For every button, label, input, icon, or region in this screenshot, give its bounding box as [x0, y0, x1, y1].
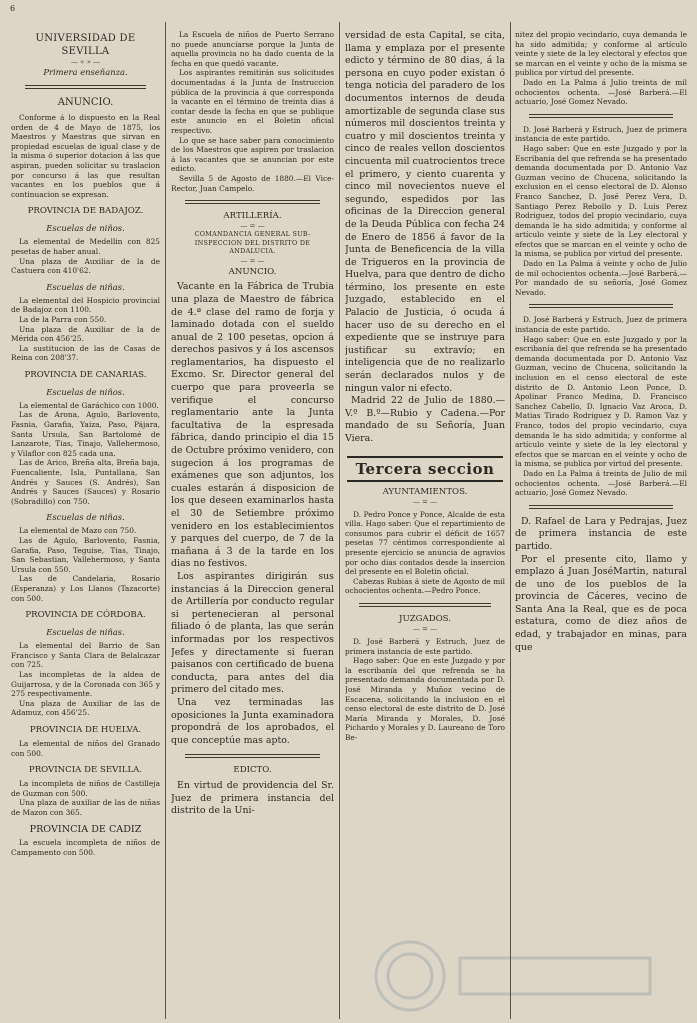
vacancy-item: La de la Parra con 550.	[19, 314, 107, 324]
ornament: — « » —	[70, 58, 101, 66]
notice-signature: Cabezas Rubias á siete de Agosto de mil ochocientos ochenta.—Pedro Ponce.	[345, 576, 505, 596]
vacancy-item: La sustitucion de las de Casas de Reina con 208'37.	[11, 343, 160, 363]
vacancy-item: La elemental del Barrio de San Francisco y Santa Clara de Belalcazar con 725.	[11, 641, 160, 670]
column-1	[11, 30, 160, 1018]
notice-signature: Dado en La Palma á treinta de Julio de mil ochocientos ochenta. —José Barberá.—El actuario, José Gomez Nevado.	[515, 468, 687, 498]
notice-paragraph: D. José Barberá y Estruch, Juez de primera instancia de este partido.	[345, 636, 505, 656]
divider	[529, 304, 673, 308]
notice-paragraph: Hago saber: Que en este Juzgado y por la Escribania del que refrenda se ha presentado demanda documentada por D. Antonio Vaz Guzman vecino de Chucena, solicitando la exclusion en el censo electoral de D. Alonso Franco Sanchez, D. José Perez Vera, D. Santiago Perez Rebollo y D. Luis Perez Rodriguez, todos del propio vecindario, cuya demanda le ha sido admitida; y conforme al artículo veinte y siete de la Ley electoral y efectos que se marcan en el veinte y ocho de la misma, se publica por virtud del presente.	[515, 143, 687, 259]
section-heading: Tercera seccion	[347, 456, 503, 482]
notice-paragraph: Los aspirantes remitirán sus solicitudes documentadas á la Junta de Instruccion pública de la provincia á que corresponda la vacante en el término de treinta dias á contar desde la fecha en que se publique este anuncio en el Boletin oficial respectivo.	[171, 68, 334, 135]
school-type-heading: Escuelas de niñas.	[46, 281, 125, 292]
ornament: — = —	[412, 624, 438, 633]
vacancy-item: Las de Agulo, Barlovento, Fasnia, Garafia, Paso, Teguise, Tias, Tinajo, San Sebastian, Vallehermoso, y Santa Ursula con 550.	[11, 536, 160, 574]
notice-paragraph: D. Rafael de Lara y Pedrajas, Juez de primera instancia de este partido.	[515, 515, 687, 552]
vacancy-item: Las de Arona, Agulo, Barlovento, Fasnia, Garafia, Yaiza, Paso, Pájara, Santa Ursula, San Bartolomé de Lanzarote, Tias, Tinajo, Vallehermoso, y Vilaflor con 825 cada una.	[11, 410, 160, 458]
divider	[25, 85, 146, 89]
notice-paragraph: D. Pedro Ponce y Ponce, Alcalde de esta villa. Hago saber: Que el repartimiento de consumos para cubrir el déficit de 1657 pesetas 77 céntimos correspondiente al presente ejercicio se anuncia de agravios por ocho dias contados desde la insercion del presente en el Boletin oficial.	[345, 509, 505, 577]
province-heading: PROVINCIA DE CANARIAS.	[24, 369, 147, 380]
notice-paragraph: Hago saber: Que en este Juzgado y por la escribanía del que refrenda se ha presentado demanda documentada por D. José Miranda y Muñoz vecino de Escacena, solicitando la inclusion en el censo electoral de este distrito de D. José María Miranda y Morales, D. José Pichardo y Morales y D. Laureano de Toro Be-	[345, 656, 505, 742]
notice-paragraph: Lo que se hace saber para conocimiento de los Maestros que aspiren por traslacion á las vacantes que se anuncian por este edicto.	[171, 135, 334, 174]
notice-signature: Dado en La Palma á veinte y ocho de Julio de mil ochocientos ochenta.—José Barberá.—Por mandado de su señoría, José Gomez Nevado.	[515, 259, 687, 297]
vacancy-item: La elemental de niños del Granado con 500.	[11, 738, 160, 758]
subtitle: Primera enseñanza.	[43, 67, 128, 77]
notice-paragraph: Los aspirantes dirigirán sus instancias á la Direccion general de Artillería por conducto regular si pertenecieran al personal filiado ó de planta, las que serán informadas por los respectivos Jefes y directamente si fueran paisanos con certificado de buena conducta, para antes del dia primero del citado mes.	[171, 570, 334, 696]
ornament: — = —	[240, 257, 265, 266]
notice-paragraph: D. José Barberá y Estruch, Juez de primera instancia de este partido.	[515, 124, 687, 144]
province-heading: PROVINCIA DE CADIZ	[29, 824, 142, 836]
notice-signature: Madrid 22 de Julio de 1880.—V.º B.º—Rubio y Cadena.—Por mandado de su Señoría, Juan Viera.	[345, 395, 505, 444]
notice-paragraph: D. José Barberá y Estruch, Juez de primera instancia de este partido.	[515, 315, 687, 335]
notice-paragraph: Por el presente cito, llamo y emplazo á Juan JoséMartin, natural de uno de los pueblos de la provincia de Cáceres, vecino de Santa Ana la Real, que es de poca estatura, como de diez años de edad, y trabajador en minas, para que	[515, 553, 687, 653]
intro-paragraph: Conforme á lo dispuesto en la Real orden de 4 de Mayo de 1875, los Maestros y Maestras que sirvan en propiedad escuelas de igual clase y de la misma ó superior dotacion á las que aspiran, pueden solicitar su traslacion por concurso á las que resultan vacantes en los pueblos que á continuacion se expresan.	[11, 113, 160, 199]
school-type-heading: Escuelas de niñas.	[46, 627, 125, 638]
notice-paragraph: La Escuela de niños de Puerto Serrano no puede anunciarse porque la Junta de aquella provincia no ha dado cuenta de la fecha en que quedó vacante.	[171, 30, 334, 68]
column-rule	[510, 22, 511, 1019]
vacancy-item: Las de Candelaria, Rosario (Esperanza) y Los Llanos (Tazacorte) con 500.	[11, 574, 160, 603]
divider	[359, 603, 491, 607]
heading-juzgados: JUZGADOS.	[399, 613, 451, 624]
school-type-heading: Escuelas de niñas.	[46, 512, 125, 523]
vacancy-item: La elemental de Garáchico con 1000.	[19, 400, 159, 410]
page-number: 6	[10, 4, 16, 13]
vacancy-item: La escuela incompleta de niños de Campamento con 500.	[11, 838, 160, 858]
column-2	[171, 30, 334, 1018]
vacancy-item: La elemental de Mazo con 750.	[19, 526, 137, 536]
column-rule	[165, 22, 166, 1019]
ornament: — = —	[412, 497, 438, 506]
ornament: — = —	[240, 222, 265, 231]
heading-comandancia: COMANDANCIA GENERAL SUB-INSPECCION DEL DISTRITO DE ANDALUCIA.	[194, 230, 311, 255]
notice-paragraph: nitez del propio vecindario, cuya demanda le ha sido admitida; y conforme al artículo veinte y siete de la ley electoral y efectos que se marcan en el veinte y ocho de la misma se publica por virtud del presente.	[515, 30, 687, 78]
province-heading: PROVINCIA DE BADAJOZ.	[27, 206, 144, 217]
vacancy-item: Una plaza de auxiliar de las de niñas de Mazon con 365.	[11, 798, 160, 817]
province-heading: PROVINCIA DE SEVILLA.	[28, 765, 143, 776]
heading-edicto: EDICTO.	[233, 765, 272, 776]
heading-ayuntamientos: AYUNTAMIENTOS.	[382, 486, 468, 497]
notice-paragraph: Hago saber: Que en este Juzgado y por la escribanía del que refrenda se ha presentado demanda documentada por D. Antonio Vaz Guzman, vecino de Chucena, solicitando la inclusion en el censo electoral de este distrito de D. Antonio Leon Ponce, D. Apolinar Franco Medina, D. Francisco Sanchez Cabello, D. Ignacio Vaz Aroca, D. Matias Tirado Rodriguez y D. Ramon Vaz y Franco, todos del propio vecindario, cuya demanda le ha sido admitida; y conforme al artículo veinte y siete de la ley electoral y efectos que se marcan en el veinte y ocho de la misma, se publica por virtud del presente.	[515, 334, 687, 469]
divider	[529, 505, 673, 509]
vacancy-item: Las incompletas de la aldea de Guijarrosa, y de la Coronada con 365 y 275 respectivamente.	[11, 669, 160, 699]
notice-paragraph: Vacante en la Fábrica de Trubia una plaza de Maestro de fábrica de 4.ª clase del ramo de forja y laminado dotada con el sueldo anual de 2 100 pesetas, opcion á derechos pasivos y á los ascensos reglamentarios, ha dispuesto el Excmo. Sr. Director general del cuerpo que para proveerla se verifique el concurso reglamentario ante la Junta facultativa de la espresada fábrica, dando principio el dia 15 de Octubre próximo venidero, con sugecion á los programas de exámenes que son adjuntos, los cuales estarán á disposicion de los que deseen examinarlos hasta el 30 de Setiembre próximo venidero en los establecimientos y parques del cuerpo, de 7 de la mañana á 3 de la tarde en los dias no festivos.	[171, 281, 334, 570]
heading-anuncio: ANUNCIO.	[57, 97, 114, 108]
column-4	[515, 30, 687, 1018]
watermark-logo	[370, 936, 670, 1016]
notice-signature: Dado en La Palma á Julio treinta de mil ochocientos ochenta. —José Barberá.—El actuario, José Gomez Nevado.	[515, 77, 687, 107]
notice-paragraph: Una vez terminadas las oposiciones la Junta examinadora propondrá de los aprobados, el que conceptúe mas apto.	[171, 696, 334, 746]
divider	[185, 200, 320, 204]
vacancy-item: Una plaza de Auxiliar de la de Castuera con 410'62.	[11, 256, 160, 276]
school-type-heading: Escuelas de niños.	[46, 386, 125, 397]
heading-anuncio: ANUNCIO.	[228, 267, 277, 278]
divider	[529, 114, 673, 118]
column-3	[345, 30, 505, 1018]
school-type-heading: Escuelas de niños.	[46, 223, 125, 234]
notice-signature: Sevilla 5 de Agosto de 1880.—El Vice-Rector, Juan Campelo.	[171, 173, 334, 193]
column-rule	[339, 22, 340, 1019]
university-title: UNIVERSIDAD DE SEVILLA	[35, 33, 136, 57]
vacancy-item: La elemental del Hospicio provincial de Badajoz con 1100.	[11, 295, 160, 315]
vacancy-item: Una plaza de Auxiliar de la de Mérida con 456'25.	[11, 324, 160, 344]
divider	[185, 754, 320, 758]
notice-paragraph: versidad de esta Capital, se cita, llama y emplaza por el presente edicto y término de 80 dias, á la persona en cuyo poder existan ó tenga noticia del paradero de los documentos internos de deuda amortizable de segunda clase sus números mil doscientos treinta y cuatro y mil doscientos treinta y cinco de reales vellon doscientos cincuenta mil cuatrocientos trece el primero, y ciento cuarenta y cinco mil novecientos nueve el segundo, espedidos por las oficinas de la Direccion general de la Deuda Pública con fecha 24 de Enero de 1856 á favor de la Junta de Beneficencia de la villa de Trigueros en la provincia de Huelva, para que dentro de dicho término, los presente en este Juzgado, establecido en el Palacio de Justicia, ó ocuda á hacer uso de su derecho en el expediente que se instruye para justificar su extravío; en inteligencia que de no realizarlo serán declarados nulos y de ningun valor ni efecto.	[345, 30, 505, 394]
province-heading: PROVINCIA DE HUELVA.	[29, 724, 142, 735]
heading-artilleria: ARTILLERÍA.	[223, 211, 282, 222]
vacancy-item: Las de Arico, Breña alta, Breña baja, Fuencaliente, Isla, Puntallana, San Andrés y Sauces (S. Andrés), San Andrés y Sauces (Sauces) y Rosario (Sobradillo) con 750.	[11, 458, 160, 506]
notice-paragraph: En virtud de providencia del Sr. Juez de primera instancia del distrito de la Uni-	[171, 780, 334, 817]
province-heading: PROVINCIA DE CÓRDOBA.	[25, 610, 146, 621]
vacancy-item: La elemental de Medellin con 825 pesetas de haber anual.	[11, 237, 160, 256]
vacancy-item: La incompleta de niños de Castilleja de Guzman con 500.	[11, 779, 160, 798]
vacancy-item: Una plaza de Auxiliar de las de Adamuz, con 456'25.	[11, 698, 160, 718]
